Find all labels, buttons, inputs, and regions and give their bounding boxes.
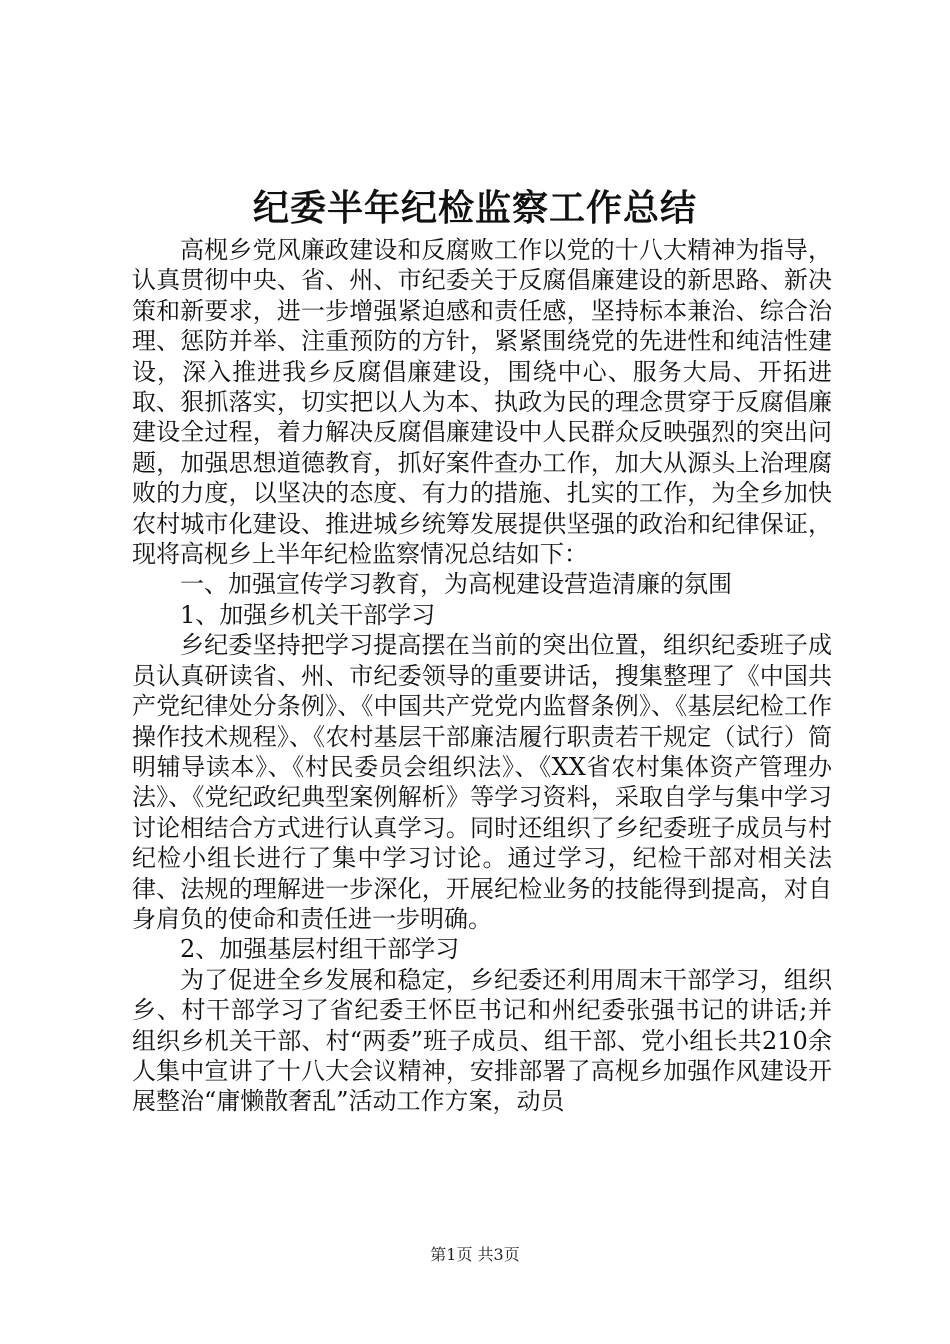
intro-paragraph: 高枧乡党风廉政建设和反腐败工作以党的十八大精神为指导，认真贯彻中央、省、州、市纪委关于反腐倡廉建设的新思路、新决策和新要求，进一步增强紧迫感和责任感，坚持标本兼治、综合治理、惩防并举、注重预防的方针，紧紧围绕党的先进性和纯洁性建设，深入推进我乡反腐倡廉建设，围绕中心、服务大局、开拓进取、狠抓落实，切实把以人为本、执政为民的理念贯穿于反腐倡廉建设全过程，着力解决反腐倡廉建设中人民群众反映强烈的突出问题，加强思想道德教育，抓好案件查办工作，加大从源头上治理腐败的力度，以坚决的态度、有力的措施、扎实的工作，为全乡加快农村城市化建设、推进城乡统筹发展提供坚强的政治和纪律保证，现将高枧乡上半年纪检监察情况总结如下： xyxy=(132,236,832,569)
page-footer: 第1页 共3页 xyxy=(430,1245,520,1264)
document-body xyxy=(132,235,832,1117)
body-paragraph-2: 为了促进全乡发展和稳定，乡纪委还利用周末干部学习，组织乡、村干部学习了省纪委王怀臣书记和州纪委张强书记的讲话;并组织乡机关干部、村“两委”班子成员、组干部、党小组长共210余人集中宣讲了十八大会议精神，安排部署了高枧乡加强作风建设开展整治“庸懒散奢乱”活动工作方案，动员 xyxy=(132,965,832,1116)
subsection-heading-1: 1、加强乡机关干部学习 xyxy=(180,600,436,629)
document-title: 纪委半年纪检监察工作总结 xyxy=(252,187,697,229)
body-paragraph-1: 乡纪委坚持把学习提高摆在当前的突出位置，组织纪委班子成员认真研读省、州、市纪委领导的重要讲话，搜集整理了《中国共产党纪律处分条例》、《中国共产党党内监督条例》、《基层纪检工作操作技术规程》、《农村基层干部廉洁履行职责若干规定（试行）简明辅导读本》、《村民委员会组织法》、《XX省农村集体资产管理办法》、《党纪政纪典型案例解析》等学习资料，采取自学与集中学习讨论相结合方式进行认真学习。同时还组织了乡纪委班子成员与村纪检小组长进行了集中学习讨论。通过学习，纪检干部对相关法律、法规的理解进一步深化，开展纪检业务的技能得到提高，对自身肩负的使命和责任进一步明确。 xyxy=(132,631,832,933)
section-heading-1: 一、加强宣传学习教育，为高枧建设营造清廉的氛围 xyxy=(180,570,732,599)
subsection-heading-2: 2、加强基层村组干部学习 xyxy=(180,935,460,964)
